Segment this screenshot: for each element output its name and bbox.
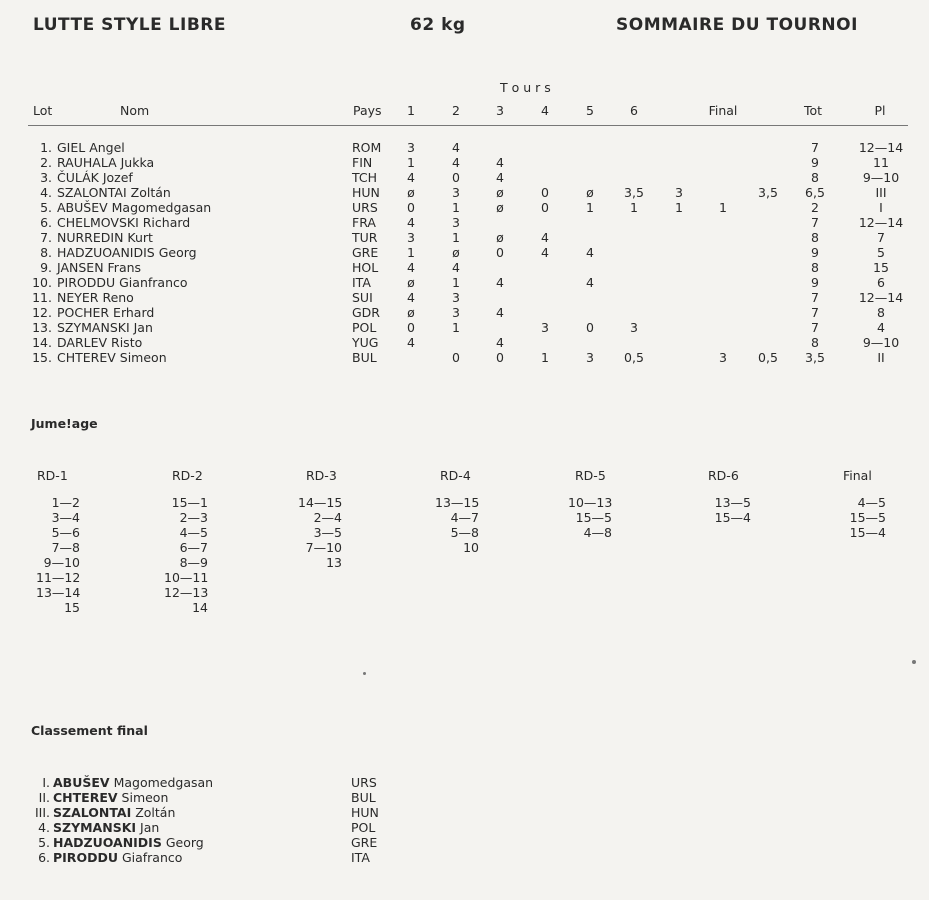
row-score: 0	[541, 185, 549, 200]
col-round-1: 1	[407, 103, 415, 118]
rank-firstname: Georg	[165, 835, 204, 850]
row-score: 0	[452, 170, 460, 185]
row-score: 1	[452, 320, 460, 335]
row-name: ČULÁK Jozef	[57, 170, 133, 185]
row-score: 4	[496, 335, 504, 350]
row-score: ø	[496, 200, 504, 215]
round-label: RD-2	[172, 468, 203, 483]
row-name: PIRODDU Gianfranco	[57, 275, 188, 290]
row-name: HADZUOANIDIS Georg	[57, 245, 197, 260]
row-name: ABUŠEV Magomedgasan	[57, 200, 212, 215]
pairing: 4—5	[857, 495, 886, 510]
row-score: ø	[496, 185, 504, 200]
row-tot: 8	[811, 170, 819, 185]
rank-pays: POL	[351, 820, 376, 835]
row-score: 1	[452, 275, 460, 290]
row-score: 4	[407, 335, 415, 350]
row-score: 0	[496, 350, 504, 365]
pairing: 3—4	[51, 510, 80, 525]
row-tot: 7	[811, 305, 819, 320]
rank-pays: BUL	[351, 790, 376, 805]
rank-firstname: Magomedgasan	[113, 775, 214, 790]
row-score: 1	[719, 200, 727, 215]
row-pays: ROM	[352, 140, 382, 155]
row-score: ø	[496, 230, 504, 245]
col-final: Final	[708, 103, 738, 118]
row-score: 0	[407, 320, 415, 335]
row-score: 0	[452, 350, 460, 365]
pairing: 13—5	[714, 495, 751, 510]
row-pays: ITA	[352, 275, 371, 290]
row-score: 4	[496, 170, 504, 185]
row-tot: 9	[811, 155, 819, 170]
row-tot: 7	[811, 215, 819, 230]
round-label: RD-6	[708, 468, 739, 483]
row-score: 1	[541, 350, 549, 365]
pairing: 8—9	[179, 555, 208, 570]
row-name: POCHER Erhard	[57, 305, 155, 320]
rank-firstname: Jan	[140, 820, 160, 835]
row-tot: 7	[811, 290, 819, 305]
row-tot: 2	[811, 200, 819, 215]
row-pl: 12—14	[858, 215, 904, 230]
row-score: 3	[407, 230, 415, 245]
row-score: ø	[407, 305, 415, 320]
row-score: 4	[407, 170, 415, 185]
round-label: Final	[843, 468, 872, 483]
pairing: 3—5	[313, 525, 342, 540]
pairing: 12—13	[164, 585, 209, 600]
row-score: 4	[586, 275, 594, 290]
row-lot: 13.	[32, 320, 52, 335]
row-lot: 5.	[40, 200, 52, 215]
row-pl: II	[877, 350, 885, 365]
row-pays: HUN	[352, 185, 380, 200]
pairing: 7—8	[51, 540, 80, 555]
row-score: 3	[586, 350, 594, 365]
col-nom: Nom	[120, 103, 150, 118]
rank-number: 6.	[38, 850, 50, 865]
row-pl: 12—14	[858, 290, 904, 305]
row-score: ø	[586, 185, 594, 200]
col-round-6: 6	[630, 103, 638, 118]
row-pays: FIN	[352, 155, 373, 170]
row-score: 4	[496, 155, 504, 170]
row-pl: 11	[873, 155, 889, 170]
row-tot: 9	[811, 245, 819, 260]
row-pl: 7	[877, 230, 885, 245]
row-pays: GRE	[352, 245, 379, 260]
rank-wrestler	[53, 790, 168, 805]
row-tot: 6,5	[805, 185, 825, 200]
pairing: 15—5	[849, 510, 886, 525]
row-name: RAUHALA Jukka	[57, 155, 155, 170]
pairing: 15	[64, 600, 80, 615]
row-score: 0	[407, 200, 415, 215]
row-score: 1	[407, 245, 415, 260]
row-pays: POL	[352, 320, 377, 335]
pairing: 15—5	[575, 510, 612, 525]
row-lot: 2.	[40, 155, 52, 170]
pairing: 4—5	[179, 525, 208, 540]
row-pl: III	[875, 185, 887, 200]
row-lot: 10.	[32, 275, 52, 290]
pairing: 13—15	[435, 495, 480, 510]
col-round-5: 5	[586, 103, 594, 118]
row-score: 0,5	[624, 350, 644, 365]
row-tot: 8	[811, 230, 819, 245]
scan-speck	[912, 660, 916, 664]
rank-pays: URS	[351, 775, 377, 790]
rank-firstname: Zoltán	[135, 805, 176, 820]
title-left: LUTTE STYLE LIBRE	[33, 15, 226, 35]
row-pl: 15	[873, 260, 889, 275]
row-pl: 5	[877, 245, 885, 260]
pairing: 7—10	[305, 540, 342, 555]
pairing: 10—13	[568, 495, 613, 510]
row-lot: 1.	[40, 140, 52, 155]
classement-title: Classement final	[31, 723, 148, 738]
row-score: 1	[586, 200, 594, 215]
pairing: 11—12	[36, 570, 81, 585]
round-label: RD-3	[306, 468, 337, 483]
row-name: JANSEN Frans	[57, 260, 142, 275]
pairing: 15—4	[714, 510, 751, 525]
row-pays: TUR	[352, 230, 378, 245]
row-score: 3	[452, 305, 460, 320]
row-score: 4	[586, 245, 594, 260]
row-score: 3	[675, 185, 683, 200]
row-score: 0,5	[758, 350, 778, 365]
row-score: 4	[407, 290, 415, 305]
rank-pays: HUN	[351, 805, 379, 820]
rank-surname: CHTEREV	[53, 790, 118, 805]
row-score: 0	[541, 200, 549, 215]
pairing: 13	[326, 555, 342, 570]
row-lot: 15.	[32, 350, 52, 365]
row-name: SZALONTAI Zoltán	[57, 185, 171, 200]
row-pl: 12—14	[858, 140, 904, 155]
row-lot: 8.	[40, 245, 52, 260]
row-score: 4	[541, 230, 549, 245]
row-score: 4	[452, 260, 460, 275]
pairing: 4—7	[450, 510, 479, 525]
row-score: 4	[496, 275, 504, 290]
row-score: 4	[541, 245, 549, 260]
row-score: 3	[452, 215, 460, 230]
title-right: SOMMAIRE DU TOURNOI	[616, 15, 858, 35]
row-score: 4	[496, 305, 504, 320]
row-score: 3,5	[758, 185, 778, 200]
rank-number: III.	[34, 805, 50, 820]
col-round-2: 2	[452, 103, 460, 118]
row-score: 0	[586, 320, 594, 335]
row-score: 1	[630, 200, 638, 215]
title-weight: 62 kg	[410, 15, 466, 35]
pairing: 6—7	[179, 540, 208, 555]
row-name: CHTEREV Simeon	[57, 350, 167, 365]
row-score: 1	[452, 200, 460, 215]
row-lot: 3.	[40, 170, 52, 185]
scan-speck	[363, 672, 366, 675]
row-score: 4	[407, 215, 415, 230]
rank-firstname: Simeon	[121, 790, 169, 805]
row-pl: 6	[877, 275, 885, 290]
row-score: ø	[407, 275, 415, 290]
rank-wrestler	[53, 775, 213, 790]
rank-surname: SZYMANSKI	[53, 820, 137, 835]
pairing: 1—2	[51, 495, 80, 510]
pairing: 10	[463, 540, 479, 555]
pairing: 4—8	[583, 525, 612, 540]
col-lot: Lot	[33, 103, 53, 118]
row-pays: GDR	[352, 305, 380, 320]
tours-heading: T o u r s	[500, 80, 551, 95]
row-score: 3	[407, 140, 415, 155]
rank-surname: HADZUOANIDIS	[53, 835, 162, 850]
row-lot: 9.	[40, 260, 52, 275]
rank-pays: ITA	[351, 850, 370, 865]
rank-number: II.	[38, 790, 50, 805]
rank-surname: SZALONTAI	[53, 805, 132, 820]
row-name: SZYMANSKI Jan	[57, 320, 153, 335]
row-score: 3	[630, 320, 638, 335]
row-lot: 7.	[40, 230, 52, 245]
pairing: 5—6	[51, 525, 80, 540]
row-pays: YUG	[352, 335, 379, 350]
pairing: 14—15	[298, 495, 343, 510]
col-tot: Tot	[803, 103, 823, 118]
row-score: 3	[541, 320, 549, 335]
col-pays: Pays	[353, 103, 382, 118]
row-pl: 4	[877, 320, 885, 335]
rank-number: 5.	[38, 835, 50, 850]
row-name: NURREDIN Kurt	[57, 230, 153, 245]
pairing: 13—14	[36, 585, 81, 600]
row-score: 4	[452, 140, 460, 155]
pairing: 5—8	[450, 525, 479, 540]
rank-number: 4.	[38, 820, 50, 835]
row-tot: 8	[811, 260, 819, 275]
col-round-4: 4	[541, 103, 549, 118]
rank-number: I.	[42, 775, 50, 790]
row-score: 0	[496, 245, 504, 260]
row-lot: 6.	[40, 215, 52, 230]
row-lot: 12.	[32, 305, 52, 320]
jumelage-title: Jume!age	[31, 416, 98, 431]
row-score: 4	[407, 260, 415, 275]
pairing: 14	[192, 600, 208, 615]
pairing: 10—11	[164, 570, 209, 585]
row-pl: 8	[877, 305, 885, 320]
rank-surname: ABUŠEV	[53, 775, 110, 790]
row-name: CHELMOVSKI Richard	[57, 215, 191, 230]
row-score: 3	[452, 185, 460, 200]
row-score: 3	[452, 290, 460, 305]
pairing: 9—10	[43, 555, 80, 570]
row-pays: SUI	[352, 290, 373, 305]
rank-wrestler	[53, 850, 182, 865]
row-pl: I	[879, 200, 883, 215]
row-pays: FRA	[352, 215, 376, 230]
row-lot: 14.	[32, 335, 52, 350]
row-tot: 8	[811, 335, 819, 350]
row-name: NEYER Reno	[57, 290, 134, 305]
round-label: RD-5	[575, 468, 606, 483]
row-score: 1	[452, 230, 460, 245]
row-score: 4	[452, 155, 460, 170]
rank-surname: PIRODDU	[53, 850, 118, 865]
pairing: 2—4	[313, 510, 342, 525]
row-tot: 7	[811, 320, 819, 335]
rank-wrestler	[53, 820, 159, 835]
row-score: 1	[675, 200, 683, 215]
row-score: ø	[407, 185, 415, 200]
row-tot: 3,5	[805, 350, 825, 365]
row-pays: BUL	[352, 350, 377, 365]
rank-wrestler	[53, 805, 175, 820]
row-lot: 4.	[40, 185, 52, 200]
row-pays: HOL	[352, 260, 379, 275]
row-score: 3,5	[624, 185, 644, 200]
row-score: 3	[719, 350, 727, 365]
row-tot: 9	[811, 275, 819, 290]
rank-pays: GRE	[351, 835, 378, 850]
row-pays: TCH	[352, 170, 378, 185]
rank-wrestler	[53, 835, 204, 850]
header-rule	[28, 125, 908, 126]
row-name: DARLEV Risto	[57, 335, 143, 350]
col-pl: Pl	[874, 103, 886, 118]
row-name: GIEL Angel	[57, 140, 125, 155]
pairing: 2—3	[179, 510, 208, 525]
pairing: 15—1	[171, 495, 208, 510]
round-label: RD-1	[37, 468, 68, 483]
rank-firstname: Giafranco	[121, 850, 183, 865]
row-score: ø	[452, 245, 460, 260]
row-tot: 7	[811, 140, 819, 155]
row-score: 1	[407, 155, 415, 170]
row-pays: URS	[352, 200, 378, 215]
round-label: RD-4	[440, 468, 471, 483]
col-round-3: 3	[496, 103, 504, 118]
pairing: 15—4	[849, 525, 886, 540]
row-pl: 9—10	[862, 335, 900, 350]
row-pl: 9—10	[862, 170, 900, 185]
row-lot: 11.	[32, 290, 52, 305]
